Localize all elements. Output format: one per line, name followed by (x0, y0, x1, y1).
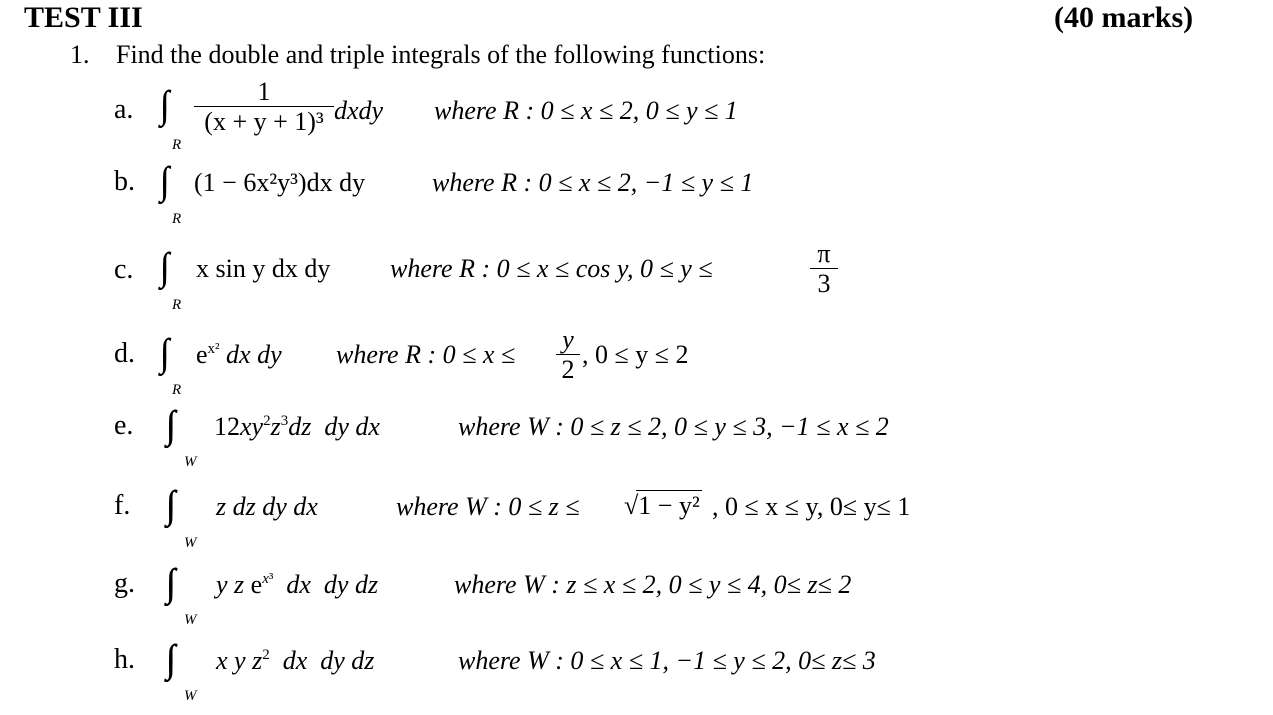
region-condition (434, 96, 738, 126)
integrand-fraction (194, 78, 334, 137)
condition-text: where R : 0 ≤ x ≤ (336, 340, 516, 369)
fraction-denominator: 3 (817, 269, 831, 298)
region-condition (454, 570, 851, 600)
condition-text: where R : 0 ≤ x ≤ 2, 0 ≤ y ≤ 1 (434, 96, 738, 125)
region-label: W (184, 535, 197, 551)
fraction-numerator: 1 (257, 77, 271, 106)
region-condition-suffix: , 0 ≤ y ≤ 2 (582, 340, 689, 369)
region-label: R (172, 211, 182, 227)
condition-text: where R : 0 ≤ x ≤ cos y, 0 ≤ y ≤ (390, 254, 713, 283)
fraction-numerator: π (817, 239, 831, 268)
region-condition (458, 646, 876, 676)
differential (334, 96, 383, 126)
numerator-text: y (562, 325, 574, 354)
region-label: R (172, 382, 182, 398)
region-label: R (172, 137, 182, 153)
integrand: $12xy^2z^3dz$ dy dx (214, 412, 380, 441)
item-letter: e. (114, 410, 134, 441)
sqrt-expression: √1 − y² (624, 491, 700, 520)
integrand-text: z dz dy dx (216, 492, 318, 521)
region-condition (390, 254, 713, 284)
integrand: (1 − 6x²y³)dx dy (194, 168, 366, 197)
triple-integral-sign: ∫∫∫ (166, 484, 167, 527)
triple-integral-sign: ∫∫∫ (166, 638, 167, 681)
region-condition-suffix: , 0 ≤ x ≤ y, 0≤ y≤ 1 (712, 492, 911, 521)
item-letter: c. (114, 254, 134, 285)
double-integral-sign: ∫∫ (160, 246, 161, 289)
triple-integral-sign: ∫∫∫ (166, 562, 167, 605)
marks-label: (40 marks) (1054, 1, 1194, 34)
integrand: x sin y dx dy (196, 254, 331, 283)
region-condition (458, 412, 889, 442)
differential-text: dxdy (334, 96, 384, 125)
triple-integral-sign: ∫∫∫ (166, 404, 167, 447)
fraction-denominator: (x + y + 1)³ (204, 107, 324, 136)
double-integral-sign: ∫∫ (160, 84, 161, 127)
item-letter: b. (114, 166, 135, 197)
region-label: R (172, 297, 182, 313)
sqrt-content: 1 − y² (638, 491, 700, 520)
region-condition (396, 492, 580, 522)
item-letter: a. (114, 94, 134, 125)
item-letter: f. (114, 490, 131, 521)
condition-text: where W : 0 ≤ z ≤ (396, 492, 580, 521)
double-integral-sign: ∫∫ (160, 160, 161, 203)
condition-text: where W : z ≤ x ≤ 2, 0 ≤ y ≤ 4, 0≤ z≤ 2 (454, 570, 852, 599)
condition-text: where W : 0 ≤ x ≤ 1, −1 ≤ y ≤ 2, 0≤ z≤ 3 (458, 646, 876, 675)
integrand: y z $e^{x^3}$ dx dy dz (216, 570, 379, 599)
upper-bound-fraction (810, 240, 838, 299)
item-letter: g. (114, 568, 135, 599)
test-title: TEST III (24, 1, 143, 34)
question-text: Find the double and triple integrals of the following functions: (116, 40, 766, 69)
fraction-numerator (556, 326, 580, 354)
item-letter: h. (114, 644, 135, 675)
integrand (216, 492, 318, 522)
item-letter: d. (114, 338, 135, 369)
condition-text: where W : 0 ≤ z ≤ 2, 0 ≤ y ≤ 3, −1 ≤ x ≤ 2 (458, 412, 889, 441)
region-condition (432, 168, 753, 198)
double-integral-sign: ∫∫ (160, 332, 161, 375)
fraction-denominator: 2 (561, 355, 575, 384)
condition-text: where R : 0 ≤ x ≤ 2, −1 ≤ y ≤ 1 (432, 168, 754, 197)
region-label: W (184, 688, 197, 704)
question-number: 1. (70, 40, 90, 69)
region-condition (336, 340, 515, 370)
integrand: $e^{x^2}$ dx dy (196, 340, 282, 369)
region-label: W (184, 454, 197, 470)
integrand: x y $z^2$ dx dy dz (216, 646, 375, 675)
region-label: W (184, 612, 197, 628)
upper-bound-fraction (556, 326, 580, 385)
